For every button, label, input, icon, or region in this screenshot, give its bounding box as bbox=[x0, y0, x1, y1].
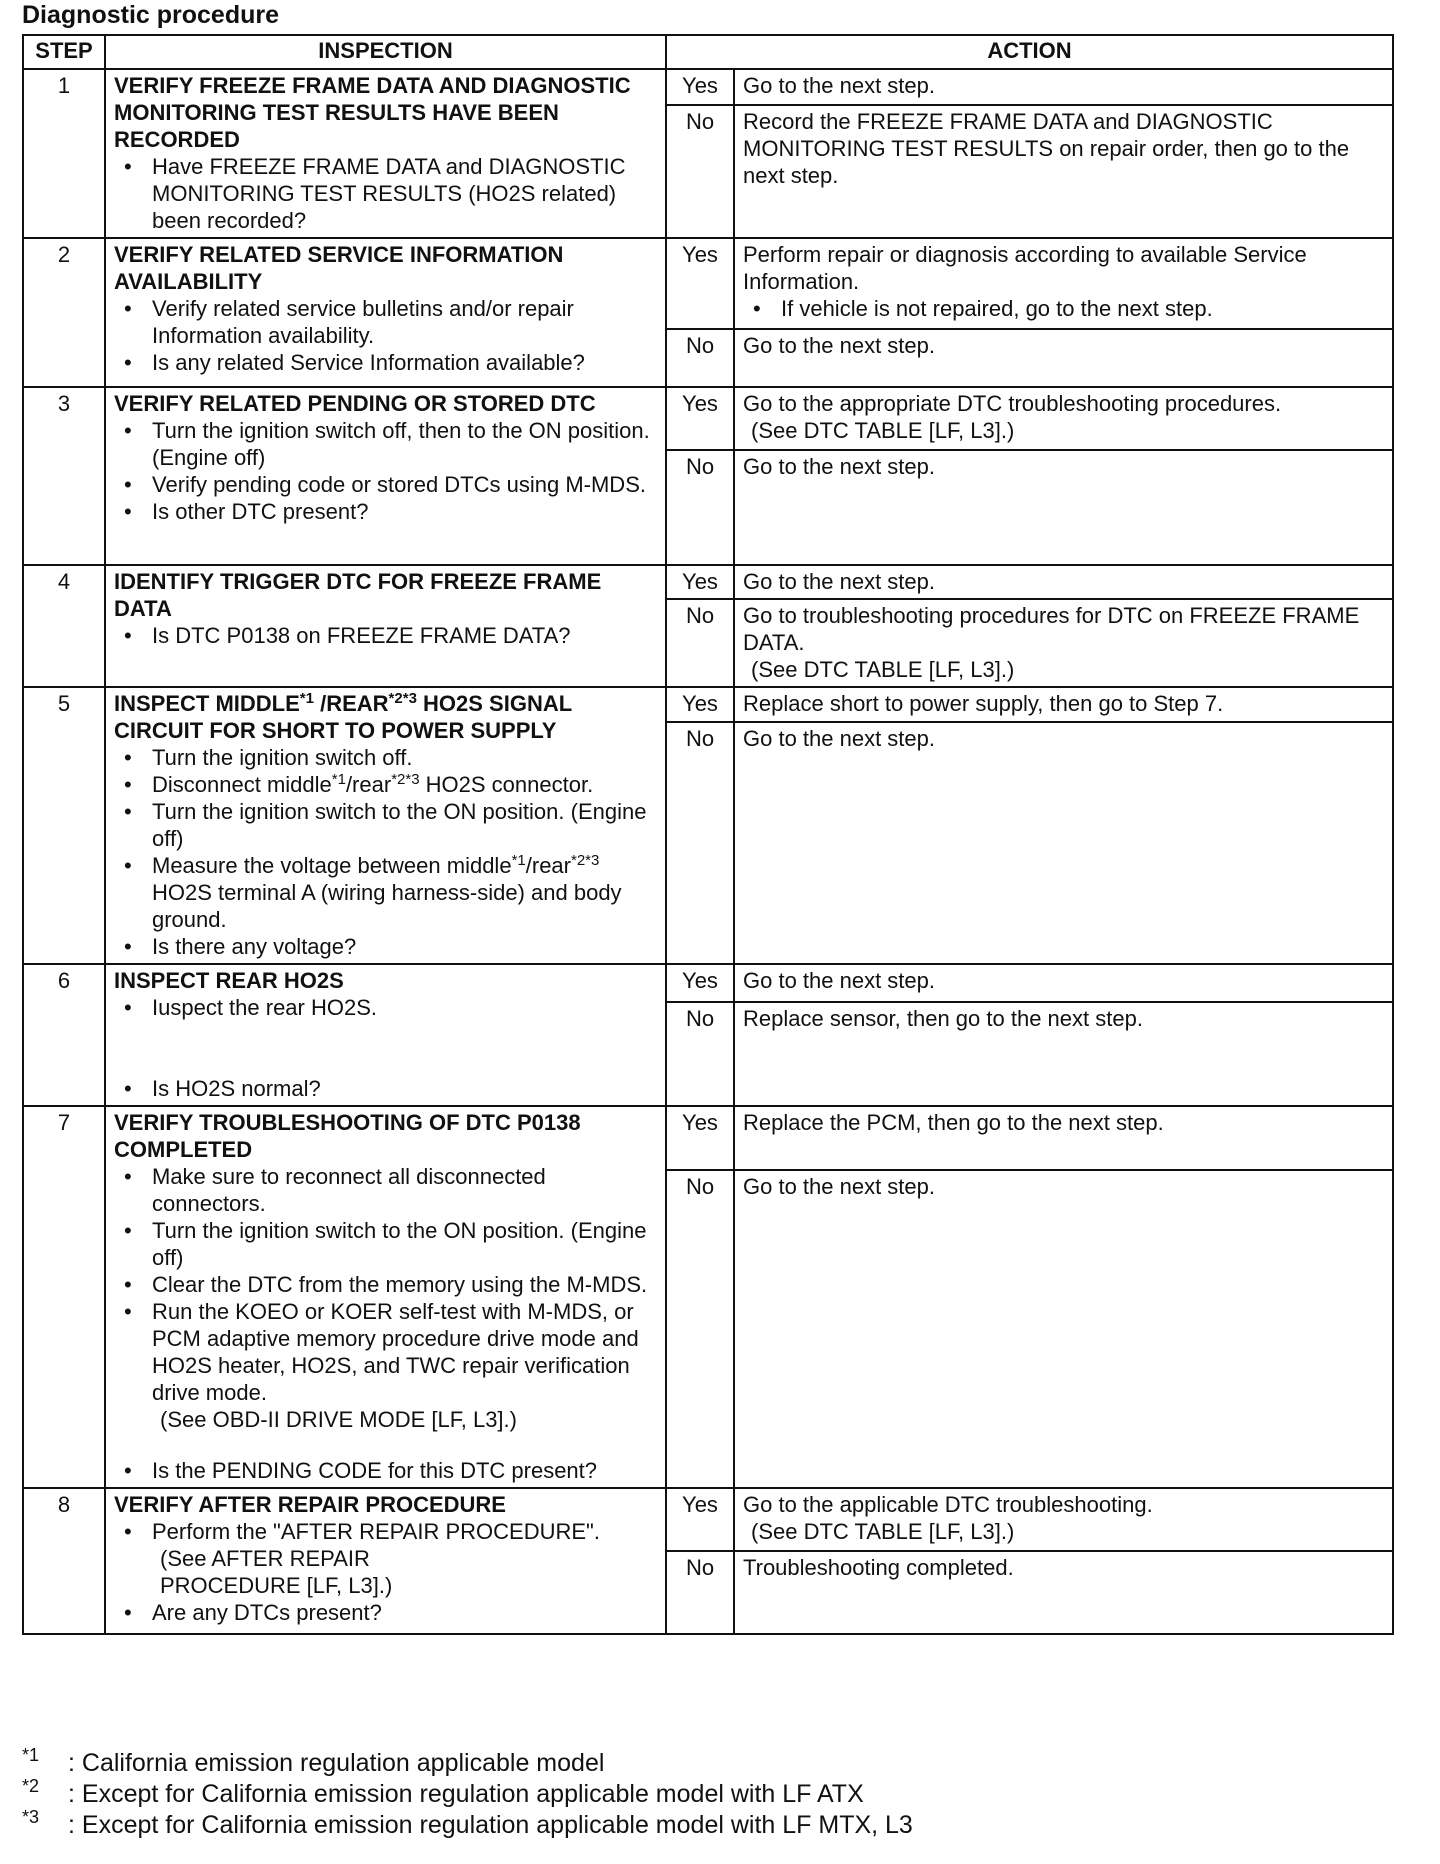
step-heading: VERIFY AFTER REPAIR PROCEDURE bbox=[114, 1492, 506, 1517]
step-number: 1 bbox=[23, 69, 105, 238]
step-number: 8 bbox=[23, 1488, 105, 1634]
yes-action: Go to the appropriate DTC troubleshooting procedures. bbox=[743, 391, 1282, 416]
inspection-cell bbox=[105, 687, 666, 964]
inspection-item: • Turn the ignition switch off, then to the ON position. (Engine off) bbox=[152, 417, 657, 471]
yes-action: Replace short to power supply, then go to Step 7. bbox=[734, 687, 1393, 722]
footnote-text: : California emission regulation applicable model bbox=[68, 1749, 605, 1777]
footnote-text: : Except for California emission regulation applicable model with LF ATX bbox=[68, 1780, 864, 1808]
step-heading: VERIFY RELATED SERVICE INFORMATION AVAILABILITY bbox=[114, 242, 564, 294]
no-label: No bbox=[666, 105, 734, 238]
step-number: 5 bbox=[23, 687, 105, 964]
step-heading: VERIFY TROUBLESHOOTING OF DTC P0138 COMPLETED bbox=[114, 1110, 581, 1162]
dtc-table-reference: (See DTC TABLE [LF, L3].) bbox=[751, 657, 1015, 682]
step-number: 4 bbox=[23, 565, 105, 687]
yes-label: Yes bbox=[666, 1106, 734, 1170]
yes-label: Yes bbox=[666, 238, 734, 329]
no-action: Go to the next step. bbox=[734, 722, 1393, 964]
inspection-item: • Is other DTC present? bbox=[152, 498, 657, 525]
header-action: ACTION bbox=[666, 35, 1393, 69]
inspection-item: • Clear the DTC from the memory using the M-MDS. bbox=[152, 1271, 657, 1298]
dtc-table-reference: (See DTC TABLE [LF, L3].) bbox=[751, 1519, 1015, 1544]
inspection-cell bbox=[105, 1106, 666, 1488]
inspection-cell bbox=[105, 565, 666, 687]
step-heading: VERIFY FREEZE FRAME DATA AND DIAGNOSTIC MONITORING TEST RESULTS HAVE BEEN RECORDED bbox=[114, 73, 631, 152]
inspection-item: • Is DTC P0138 on FREEZE FRAME DATA? bbox=[152, 622, 657, 649]
yes-label: Yes bbox=[666, 687, 734, 722]
yes-action: Perform repair or diagnosis according to available Service Information. bbox=[743, 242, 1307, 294]
yes-action: Go to the next step. bbox=[734, 964, 1393, 1002]
no-action: Replace sensor, then go to the next step. bbox=[734, 1002, 1393, 1106]
inspection-cell bbox=[105, 387, 666, 565]
no-label: No bbox=[666, 1170, 734, 1488]
footnote-text: : Except for California emission regulation applicable model with LF MTX, L3 bbox=[68, 1811, 913, 1839]
footnotes bbox=[22, 1745, 913, 1841]
yes-action-cell bbox=[734, 1488, 1393, 1551]
inspection-cell bbox=[105, 69, 666, 238]
inspection-item: • Is any related Service Information available? bbox=[152, 349, 657, 376]
header-step: STEP bbox=[23, 35, 105, 69]
table-row bbox=[23, 565, 1393, 599]
footnote-mark: *3 bbox=[22, 1807, 40, 1827]
yes-label: Yes bbox=[666, 1488, 734, 1551]
no-label: No bbox=[666, 1002, 734, 1106]
yes-label: Yes bbox=[666, 387, 734, 450]
table-row bbox=[23, 238, 1393, 329]
inspection-item: • Disconnect middle$^{*1}$/rear$^{*2*3}$ HO2S connector. bbox=[152, 771, 657, 798]
footnote bbox=[22, 1807, 913, 1841]
no-label: No bbox=[666, 1551, 734, 1634]
no-action: Go to the next step. bbox=[734, 329, 1393, 387]
no-action-cell bbox=[734, 599, 1393, 687]
inspection-item: • Verify pending code or stored DTCs using M-MDS. bbox=[152, 471, 657, 498]
inspection-cell bbox=[105, 238, 666, 387]
no-label: No bbox=[666, 599, 734, 687]
inspection-item: • Is the PENDING CODE for this DTC present? bbox=[152, 1457, 657, 1484]
no-action: Record the FREEZE FRAME DATA and DIAGNOSTIC MONITORING TEST RESULTS on repair order, then go to the next step. bbox=[734, 105, 1393, 238]
step-heading: VERIFY RELATED PENDING OR STORED DTC bbox=[114, 391, 596, 416]
diagnostic-procedure-table bbox=[22, 34, 1394, 1635]
inspection-item: • Have FREEZE FRAME DATA and DIAGNOSTIC MONITORING TEST RESULTS (HO2S related) been recorded? bbox=[152, 153, 657, 234]
yes-action-cell bbox=[734, 387, 1393, 450]
no-label: No bbox=[666, 450, 734, 565]
inspection-item: • Turn the ignition switch to the ON position. (Engine off) bbox=[152, 798, 657, 852]
header-row bbox=[23, 35, 1393, 69]
no-label: No bbox=[666, 722, 734, 964]
table-row bbox=[23, 687, 1393, 722]
yes-action: Go to the next step. bbox=[734, 565, 1393, 599]
footnote bbox=[22, 1776, 913, 1810]
step-number: 3 bbox=[23, 387, 105, 565]
step-number: 7 bbox=[23, 1106, 105, 1488]
dtc-table-reference: (See DTC TABLE [LF, L3].) bbox=[751, 418, 1015, 443]
no-action: Go to the next step. bbox=[734, 1170, 1393, 1488]
no-action: Go to troubleshooting procedures for DTC on FREEZE FRAME DATA. bbox=[743, 603, 1360, 655]
inspection-item: • Verify related service bulletins and/or repair Information availability. bbox=[152, 295, 657, 349]
no-action: Troubleshooting completed. bbox=[734, 1551, 1393, 1634]
table-row bbox=[23, 1488, 1393, 1551]
after-repair-reference: (See AFTER REPAIR PROCEDURE [LF, L3].) bbox=[160, 1546, 393, 1598]
step-heading: INSPECT MIDDLE$^{*1}$ $/REAR^{*2*3}$ HO2S SIGNAL CIRCUIT FOR SHORT TO POWER SUPPLY bbox=[114, 690, 572, 743]
inspection-item: • Iuspect the rear HO2S. bbox=[152, 994, 657, 1021]
table-row bbox=[23, 387, 1393, 450]
page-title: Diagnostic procedure bbox=[22, 1, 279, 29]
footnote-mark: *1 bbox=[22, 1745, 40, 1765]
inspection-item: • Are any DTCs present? bbox=[152, 1599, 657, 1626]
inspection-item: • Turn the ignition switch off. bbox=[152, 744, 657, 771]
no-label: No bbox=[666, 329, 734, 387]
step-number: 6 bbox=[23, 964, 105, 1106]
inspection-item: • Make sure to reconnect all disconnected connectors. bbox=[152, 1163, 657, 1217]
inspection-cell bbox=[105, 1488, 666, 1634]
no-action: Go to the next step. bbox=[734, 450, 1393, 565]
step-heading: IDENTIFY TRIGGER DTC FOR FREEZE FRAME DATA bbox=[114, 569, 602, 621]
inspection-item: • Measure the voltage between middle$^{*1}$/rear$^{*2*3}$ HO2S terminal A (wiring harness-side) and body ground. bbox=[152, 852, 657, 933]
yes-label: Yes bbox=[666, 964, 734, 1002]
table-row bbox=[23, 964, 1393, 1002]
yes-label: Yes bbox=[666, 565, 734, 599]
step-number: 2 bbox=[23, 238, 105, 387]
action-item: • If vehicle is not repaired, go to the next step. bbox=[781, 295, 1384, 322]
yes-action: Go to the next step. bbox=[734, 69, 1393, 105]
table-row bbox=[23, 1106, 1393, 1170]
inspection-item: • Is HO2S normal? bbox=[152, 1075, 657, 1102]
table-row bbox=[23, 69, 1393, 105]
drive-mode-reference: (See OBD-II DRIVE MODE [LF, L3].) bbox=[160, 1407, 517, 1432]
yes-action: Go to the applicable DTC troubleshooting. bbox=[743, 1492, 1153, 1517]
inspection-item: • Turn the ignition switch to the ON position. (Engine off) bbox=[152, 1217, 657, 1271]
yes-action-cell bbox=[734, 238, 1393, 329]
step-heading: INSPECT REAR HO2S bbox=[114, 968, 344, 993]
footnote-mark: *2 bbox=[22, 1776, 40, 1796]
header-inspection: INSPECTION bbox=[105, 35, 666, 69]
yes-label: Yes bbox=[666, 69, 734, 105]
inspection-cell bbox=[105, 964, 666, 1106]
footnote bbox=[22, 1745, 913, 1779]
yes-action: Replace the PCM, then go to the next step. bbox=[734, 1106, 1393, 1170]
inspection-item: • Is there any voltage? bbox=[152, 933, 657, 960]
inspection-item: • Run the KOEO or KOER self-test with M-MDS, or PCM adaptive memory procedure drive mode and HO2S heater, HO2S, and TWC repair verification drive mode. (See OBD-II DRIVE MODE [LF, L3].) bbox=[152, 1298, 657, 1433]
inspection-item: • Perform the "AFTER REPAIR PROCEDURE". (See AFTER REPAIR PROCEDURE [LF, L3].) bbox=[152, 1518, 657, 1599]
